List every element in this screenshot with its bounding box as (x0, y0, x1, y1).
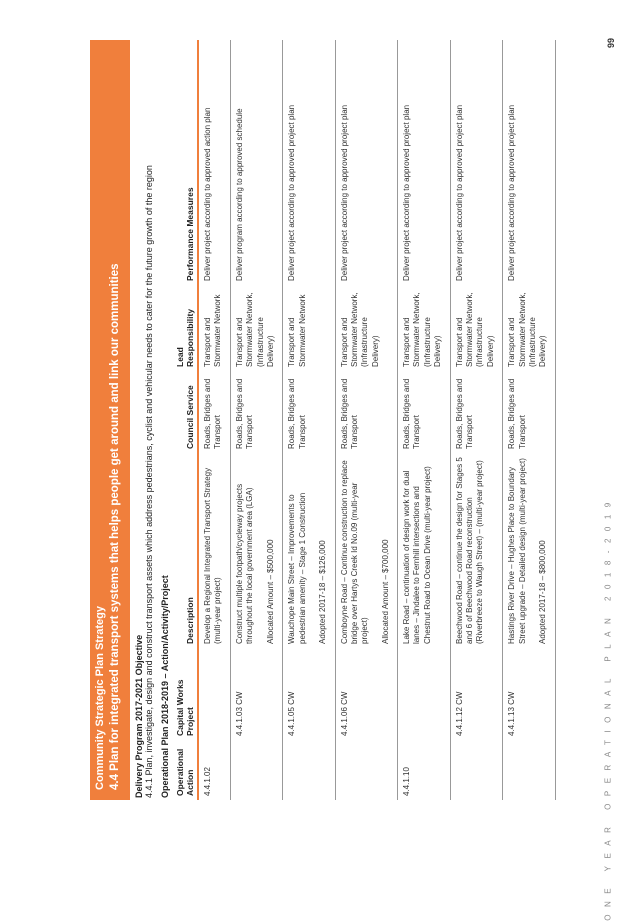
table-header-row (172, 40, 198, 800)
column-header-description: Description (172, 453, 198, 648)
table-row (335, 40, 398, 800)
cell-description (503, 453, 556, 648)
running-footer-text: ONE YEAR OPERATIONAL PLAN 2018-2019 (603, 495, 613, 921)
cell-capital (198, 648, 230, 740)
cell-measure: Deliver program according to approved schedule (230, 40, 283, 285)
description-amount: Adopted 2017-18 – $800,000 (537, 540, 547, 644)
column-header-measures: Performance Measures (172, 40, 198, 285)
cell-service: Roads, Bridges and Transport (450, 371, 503, 453)
cell-capital: 4.4.1.03 CW (230, 648, 283, 740)
cell-measure: Deliver project according to approved project plan (450, 40, 503, 285)
column-header-lead: Lead Responsibility (172, 285, 198, 371)
cell-action (335, 740, 398, 800)
cell-capital: 4.4.1.05 CW (283, 648, 335, 740)
rotated-page-content (90, 40, 580, 800)
cell-lead: Transport and Stormwater Network, (Infrastructure Delivery) (503, 285, 556, 371)
delivery-heading: Delivery Program 2017-2021 Objective (134, 634, 144, 798)
table-row (230, 40, 283, 800)
banner-subtitle: 4.4 Plan for integrated transport systems that helps people get around and link our communities (109, 263, 121, 790)
cell-service: Roads, Bridges and Transport (198, 371, 230, 453)
cell-description (450, 453, 503, 648)
cell-lead: Transport and Stormwater Network, (Infrastructure Delivery) (398, 285, 451, 371)
cell-action (503, 740, 556, 800)
banner-title: Community Strategic Plan Strategy (94, 606, 106, 790)
cell-capital: 4.4.1.06 CW (335, 648, 398, 740)
description-text: Develop a Regional Integrated Transport Strategy (multi-year project) (203, 467, 223, 644)
page-number: 99 (606, 37, 617, 49)
column-header-action: Operational Action (172, 740, 198, 800)
cell-capital: 4.4.1.13 CW (503, 648, 556, 740)
table-row (198, 40, 230, 800)
description-text: Construct multiple footpath/cycleway projects throughout the local government area (LGA) (234, 483, 255, 644)
cell-measure: Deliver project according to approved project plan (398, 40, 451, 285)
table-row (503, 40, 556, 800)
cell-action (230, 740, 283, 800)
cell-measure: Deliver project according to approved project plan (503, 40, 556, 285)
description-amount: Adopted 2017-18 – $126,000 (318, 540, 328, 644)
strategy-banner (90, 40, 130, 800)
cell-lead: Transport and Stormwater Network (198, 285, 230, 371)
cell-lead: Transport and Stormwater Network, (Infrastructure Delivery) (450, 285, 503, 371)
cell-description (230, 453, 283, 648)
cell-measure: Deliver project according to approved action plan (198, 40, 230, 285)
cell-description (398, 453, 451, 648)
cell-action (283, 740, 335, 800)
cell-description (198, 453, 230, 648)
cell-service: Roads, Bridges and Transport (398, 371, 451, 453)
cell-service: Roads, Bridges and Transport (230, 371, 283, 453)
cell-lead: Transport and Stormwater Network (283, 285, 335, 371)
cell-lead: Transport and Stormwater Network, (Infrastructure Delivery) (335, 285, 398, 371)
cell-action: 4.4.1.10 (398, 740, 451, 800)
cell-service: Roads, Bridges and Transport (503, 371, 556, 453)
table-row (283, 40, 335, 800)
column-header-service: Council Service (172, 371, 198, 453)
description-text: Wauchope Main Street – Improvements to pedestrian amenity – Stage 1 Construction (287, 492, 307, 644)
cell-measure: Deliver project according to approved project plan (283, 40, 335, 285)
cell-description (283, 453, 335, 648)
description-text: Hastings River Drive – Hughes Place to Boundary Street upgrade – Detailed design (multi-year project) (507, 458, 527, 644)
cell-capital: 4.4.1.12 CW (450, 648, 503, 740)
table-row (398, 40, 451, 800)
description-text: Lake Road – continuation of design work for dual lanes – Jindalee to Fernhill intersections and Chestnut Road to Ocean Drive (multi-year project) (402, 466, 432, 644)
cell-service: Roads, Bridges and Transport (283, 371, 335, 453)
description-text: Comboyne Road – Continue construction to replace bridge over Hartys Creek Id No.09 (multi-year project) (339, 460, 370, 644)
delivery-objective (130, 40, 154, 800)
operational-plan-table (172, 40, 556, 800)
delivery-objective-text: 4.4.1 Plan, investigate, design and construct transport assets which address pedestrians, cyclist and vehicular needs to cater for the future growth of the region (144, 165, 154, 798)
description-amount: Allocated Amount – $500,000 (265, 539, 275, 644)
cell-lead: Transport and Stormwater Network, (Infrastructure Delivery) (230, 285, 283, 371)
cell-capital (398, 648, 451, 740)
cell-service: Roads, Bridges and Transport (335, 371, 398, 453)
cell-action (450, 740, 503, 800)
cell-measure: Deliver project according to approved project plan (335, 40, 398, 285)
cell-action: 4.4.1.02 (198, 740, 230, 800)
running-footer (601, 495, 615, 921)
description-text: Beechwood Road – continue the design for Stages 5 and 6 of Beechwood Road reconstruction (Riverbreeze to Waugh Street) – (multi-year project) (454, 457, 485, 644)
description-amount: Allocated Amount – $700,000 (380, 539, 390, 644)
operational-plan-heading: Operational Plan 2018-2019 – Action/Activity/Project (160, 575, 170, 798)
cell-description (335, 453, 398, 648)
table-row (450, 40, 503, 800)
column-header-capital: Capital Works Project (172, 648, 198, 740)
